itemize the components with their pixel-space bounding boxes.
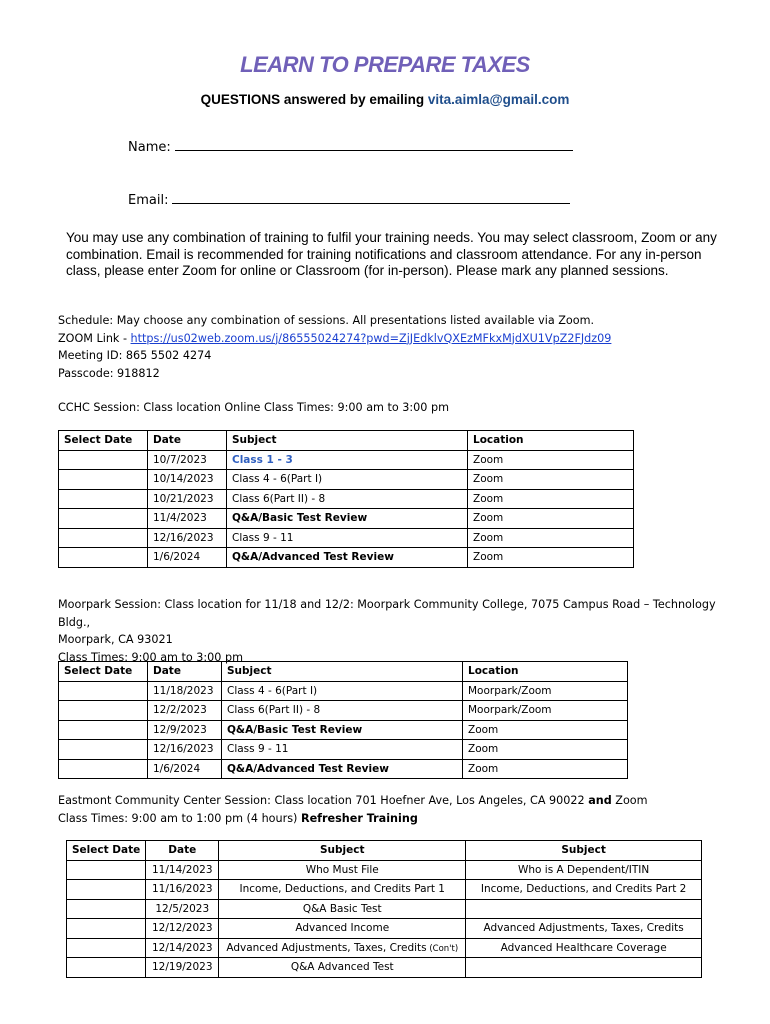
col-subject-1: Subject xyxy=(219,841,466,861)
subtitle-text: QUESTIONS answered by emailing xyxy=(200,92,428,107)
subject-cell: Income, Deductions, and Credits Part 1 xyxy=(219,880,466,900)
subject-cell-2: Advanced Adjustments, Taxes, Credits xyxy=(466,919,702,939)
select-date-cell[interactable] xyxy=(67,919,146,939)
date-cell: 1/6/2024 xyxy=(148,759,222,779)
moorpark-table xyxy=(58,661,628,779)
select-date-cell[interactable] xyxy=(59,759,148,779)
subject-cell: Class 6(Part II) - 8 xyxy=(222,701,463,721)
date-cell: 12/5/2023 xyxy=(146,899,219,919)
table-header-row xyxy=(59,431,634,451)
eastmont-line-2 xyxy=(58,810,738,828)
table-row xyxy=(67,860,702,880)
subject-cell-2 xyxy=(466,958,702,978)
email-label: Email: xyxy=(128,193,169,208)
subject-cell-2: Advanced Healthcare Coverage xyxy=(466,938,702,958)
eastmont-location-text: Eastmont Community Center Session: Class location 701 Hoefner Ave, Los Angeles, CA 90022 xyxy=(58,794,589,807)
select-date-cell[interactable] xyxy=(59,548,148,568)
page-subtitle xyxy=(0,92,770,107)
subject-cell: Who Must File xyxy=(219,860,466,880)
table-row xyxy=(59,701,628,721)
zoom-link[interactable]: https://us02web.zoom.us/j/86555024274?pwd=ZjJEdklvQXEzMFkxMjdXU1VpZ2FJdz09 xyxy=(130,331,612,345)
table-row xyxy=(59,489,634,509)
eastmont-zoom-text: Zoom xyxy=(611,794,648,807)
eastmont-refresher-text: Refresher Training xyxy=(300,811,418,825)
subject-cell: Advanced Income xyxy=(219,919,466,939)
select-date-cell[interactable] xyxy=(59,740,148,760)
select-date-cell[interactable] xyxy=(59,701,148,721)
table-row xyxy=(59,509,634,529)
name-input-line[interactable] xyxy=(175,138,573,151)
passcode: Passcode: 918812 xyxy=(58,366,160,380)
schedule-block xyxy=(58,312,738,382)
date-cell: 12/16/2023 xyxy=(148,740,222,760)
date-cell: 11/16/2023 xyxy=(146,880,219,900)
subject-cell: Q&A/Advanced Test Review xyxy=(227,548,468,568)
eastmont-heading xyxy=(58,792,738,827)
select-date-cell[interactable] xyxy=(67,880,146,900)
select-date-cell[interactable] xyxy=(67,938,146,958)
name-label: Name: xyxy=(128,140,171,155)
table-row xyxy=(67,958,702,978)
subject-cell: Q&A/Basic Test Review xyxy=(222,720,463,740)
col-location: Location xyxy=(468,431,634,451)
intro-paragraph: You may use any combination of training to fulfil your training needs. You may select classroom, Zoom or any combination. Email is recommended for training notifications and classroom attendance. For any in-person class, please enter Zoom for online or Classroom (for in-person). Please mark any planned sessions. xyxy=(66,230,717,278)
moorpark-line-1: Moorpark Session: Class location for 11/18 and 12/2: Moorpark Community College, 7075 Campus Road – Technology Bldg., xyxy=(58,598,716,629)
col-select-date: Select Date xyxy=(59,431,148,451)
eastmont-table xyxy=(66,840,702,978)
moorpark-line-2: Moorpark, CA 93021 xyxy=(58,633,173,646)
subject-cell-2 xyxy=(466,899,702,919)
date-cell: 10/21/2023 xyxy=(148,489,227,509)
col-subject: Subject xyxy=(222,662,463,682)
name-field xyxy=(128,138,573,155)
date-cell: 12/12/2023 xyxy=(146,919,219,939)
table-row xyxy=(59,548,634,568)
date-cell: 12/9/2023 xyxy=(148,720,222,740)
date-cell: 12/14/2023 xyxy=(146,938,219,958)
subject-cell-2: Who is A Dependent/ITIN xyxy=(466,860,702,880)
col-select-date: Select Date xyxy=(59,662,148,682)
eastmont-line-1 xyxy=(58,792,738,810)
col-date: Date xyxy=(148,662,222,682)
page-title: LEARN TO PREPARE TAXES xyxy=(240,52,530,77)
select-date-cell[interactable] xyxy=(59,450,148,470)
location-cell: Zoom xyxy=(468,509,634,529)
subject-cell: Class 4 - 6(Part I) xyxy=(222,681,463,701)
col-select-date: Select Date xyxy=(67,841,146,861)
subject-text: Advanced Adjustments, Taxes, Credits xyxy=(226,941,427,954)
eastmont-times-text: Class Times: 9:00 am to 1:00 pm (4 hours) xyxy=(58,811,301,825)
location-cell: Zoom xyxy=(463,759,628,779)
select-date-cell[interactable] xyxy=(67,860,146,880)
table-row xyxy=(59,759,628,779)
date-cell: 10/7/2023 xyxy=(148,450,227,470)
table-header-row xyxy=(67,841,702,861)
date-cell: 12/16/2023 xyxy=(148,528,227,548)
select-date-cell[interactable] xyxy=(67,899,146,919)
cchc-table xyxy=(58,430,634,568)
date-cell: 10/14/2023 xyxy=(148,470,227,490)
select-date-cell[interactable] xyxy=(59,509,148,529)
date-cell: 12/19/2023 xyxy=(146,958,219,978)
select-date-cell[interactable] xyxy=(59,528,148,548)
col-subject-2: Subject xyxy=(466,841,702,861)
table-row xyxy=(59,720,628,740)
col-subject: Subject xyxy=(227,431,468,451)
cchc-heading: CCHC Session: Class location Online Class Times: 9:00 am to 3:00 pm xyxy=(58,401,449,414)
location-cell: Zoom xyxy=(468,548,634,568)
table-row xyxy=(59,470,634,490)
zoom-label: ZOOM Link - xyxy=(58,331,131,345)
select-date-cell[interactable] xyxy=(59,470,148,490)
subject-cell xyxy=(219,938,466,958)
location-cell: Zoom xyxy=(468,470,634,490)
location-cell: Zoom xyxy=(463,720,628,740)
table-header-row xyxy=(59,662,628,682)
table-row xyxy=(59,681,628,701)
zoom-line xyxy=(58,330,738,348)
date-cell: 11/18/2023 xyxy=(148,681,222,701)
subject-cell: Class 6(Part II) - 8 xyxy=(227,489,468,509)
col-location: Location xyxy=(463,662,628,682)
subject-cell: Class 1 - 3 xyxy=(227,450,468,470)
date-cell: 11/4/2023 xyxy=(148,509,227,529)
table-row xyxy=(59,528,634,548)
location-cell: Zoom xyxy=(468,489,634,509)
email-input-line[interactable] xyxy=(172,191,570,204)
meeting-id: Meeting ID: 865 5502 4274 xyxy=(58,349,212,362)
table-row xyxy=(59,740,628,760)
date-cell: 1/6/2024 xyxy=(148,548,227,568)
eastmont-and-text: and xyxy=(588,794,612,807)
location-cell: Zoom xyxy=(468,528,634,548)
table-row xyxy=(59,450,634,470)
col-date: Date xyxy=(148,431,227,451)
subject-cell: Q&A Basic Test xyxy=(219,899,466,919)
select-date-cell[interactable] xyxy=(59,489,148,509)
schedule-line: Schedule: May choose any combination of sessions. All presentations listed available via Zoom. xyxy=(58,314,595,327)
date-cell: 12/2/2023 xyxy=(148,701,222,721)
subject-cell: Q&A/Advanced Test Review xyxy=(222,759,463,779)
select-date-cell[interactable] xyxy=(59,720,148,740)
location-cell: Zoom xyxy=(468,450,634,470)
table-row xyxy=(67,919,702,939)
location-cell: Moorpark/Zoom xyxy=(463,701,628,721)
location-cell: Moorpark/Zoom xyxy=(463,681,628,701)
subject-cell: Q&A/Basic Test Review xyxy=(227,509,468,529)
email-field xyxy=(128,191,570,208)
table-row xyxy=(67,899,702,919)
select-date-cell[interactable] xyxy=(67,958,146,978)
subject-cell: Class 9 - 11 xyxy=(222,740,463,760)
moorpark-heading xyxy=(58,596,738,666)
subject-cell: Class 4 - 6(Part I) xyxy=(227,470,468,490)
contact-email-link[interactable]: vita.aimla@gmail.com xyxy=(427,92,570,107)
location-cell: Zoom xyxy=(463,740,628,760)
subject-cell-2: Income, Deductions, and Credits Part 2 xyxy=(466,880,702,900)
subject-note: (Con't) xyxy=(426,943,459,954)
date-cell: 11/14/2023 xyxy=(146,860,219,880)
col-date: Date xyxy=(146,841,219,861)
subject-cell: Q&A Advanced Test xyxy=(219,958,466,978)
moorpark-line-3: Class Times: 9:00 am to 3:00 pm xyxy=(58,650,243,664)
table-row xyxy=(67,938,702,958)
select-date-cell[interactable] xyxy=(59,681,148,701)
subject-cell: Class 9 - 11 xyxy=(227,528,468,548)
table-row xyxy=(67,880,702,900)
